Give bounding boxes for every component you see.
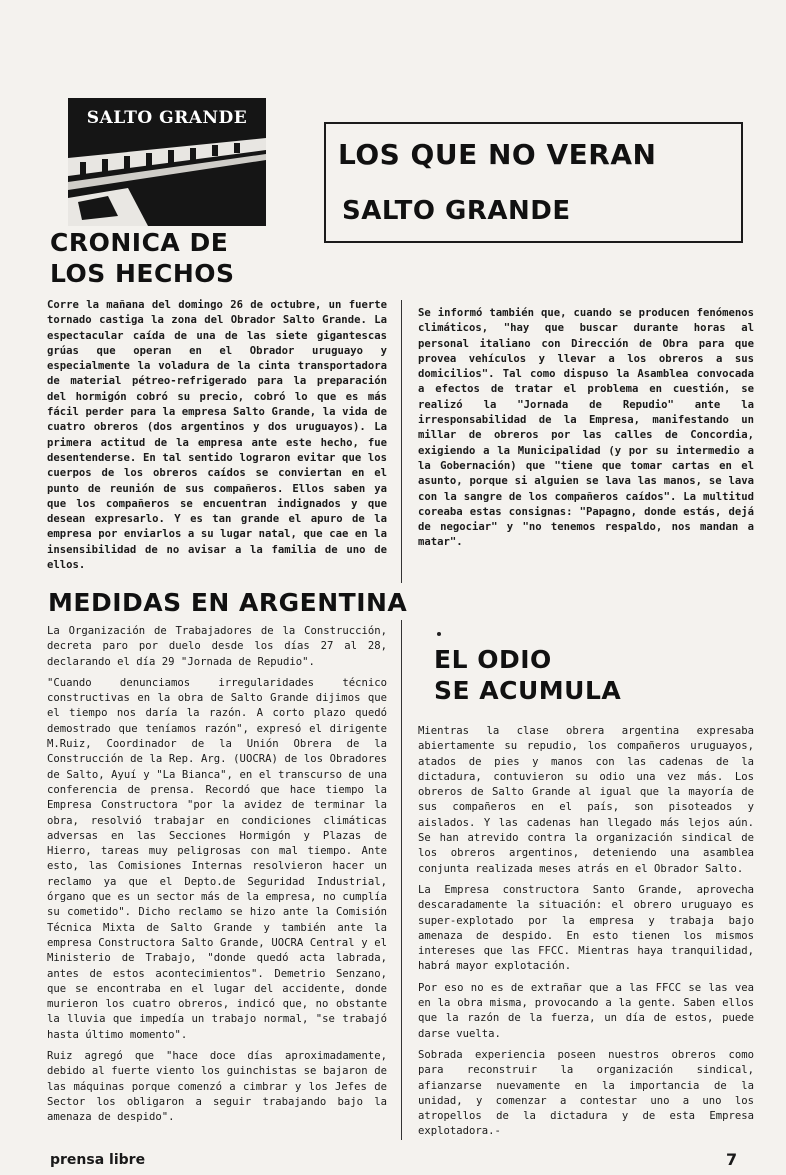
boxed-headline-line1: LOS QUE NO VERAN: [338, 138, 657, 171]
publication-name: prensa libre: [50, 1152, 146, 1168]
odio-paragraph: Mientras la clase obrera argentina expresaba abiertamente su repudio, los compañeros uruguayos, atados de pies y manos con las cadenas de la dictadura, contuvieron su odio una vez más. Los obreros de Salto Grande al igual que la mayoría de sus compañeros en el país, son pisoteados y aislados. Y las cadenas han llegado más lejos aún. Se han atrevido contra la organización sindical de los obreros argentinos, deteniendo una asamblea conjunta realizada meses atrás en el Obrador Salto.: [418, 725, 754, 875]
cronica-paragraph: Corre la mañana del domingo 26 de octubre, un fuerte tornado castiga la zona del Obrador Salto Grande. La espectacular caída de una de las siete gigantescas grúas que operan en el Obrador uruguayo y especialmente la voladura de la cinta transportadora de material pétreo-refrigerado para la preparación del hormigón cobró su precio, cobró lo que es más fácil perder para la empresa Salto Grande, la vida de cuatro obreros (dos argentinos y dos uruguayos). La primera actitud de la empresa ante este hecho, fue desentenderse. En tal sentido lograron evitar que los cuerpos de los obreros caídos se conviertan en el punto de reunión de sus compañeros. Ellos saben ya que los compañeros se encuentran indignados y que desean expresarlo. Y es tan grande el apuro de la empresa por enviarlos a su lugar natal, que cae en la insensibilidad de no avisar a la familia de uno de ellos.: [47, 299, 387, 572]
salto-grande-logo: [68, 98, 266, 226]
odio-column: [418, 724, 754, 1146]
medidas-paragraph: La Organización de Trabajadores de la Construcción, decreta paro por duelo desde los días 27 al 28, declarando el día 29 "Jornada de Repudio".: [47, 625, 387, 668]
column-divider: [401, 300, 402, 583]
medidas-paragraph: "Cuando denunciamos irregularidades técnico constructivas en la obra de Salto Grande dijimos que el tiempo nos daría la razón. A corto plazo quedó demostrado que teníamos razón", expresó el dirigente M.Ruiz, Coordinador de la Unión Obrera de la Construcción de la Rep. Arg. (UOCRA) de los Obradores de Salto, Ayuí y "La Bianca", en el transcurso de una conferencia de prensa. Recordó que hace tiempo la Empresa Constructora "por la avidez de terminar la obra, resolvió trabajar en condiciones climáticas adversas en las Secciones Hormigón y Plazas de Hierro, tareas muy peligrosas con mal tiempo. Ante esto, las Comisiones Internas resolvieron hacer un reclamo ya que el Depto.de Seguridad Industrial, órgano que es un sector más de la empresa, no cumplía su cometido". Dicho reclamo se hizo ante la Comisión Técnica Mixta de Salto Grande y también ante la empresa Constructora Salto Grande, UOCRA Central y el Ministerio de Trabajo, "donde quedó acta labrada, antes de estos acontecimientos". Demetrio Senzano, que se encontraba en el lugar del accidente, donde murieron los cuatro obreros, indicó que, no obstante la lluvia que impedía un trabajo normal, "se trabajó hasta último momento".: [47, 676, 387, 1041]
medidas-column: [47, 624, 387, 1132]
cronica-paragraph: Se informó también que, cuando se producen fenómenos climáticos, "hay que buscar durante horas al personal italiano con Dirección de Obra para que provea vehículos y llevar a los obreros a sus domicilios". Tal como dispuso la Asamblea convocada a efectos de tratar el problema en cuestión, se realizó la "Jornada de Repudio" ante la irresponsabilidad de la Empresa, manifestando un millar de obreros por las calles de Concordia, exigiendo a la Municipalidad (y por su intermedio a la Gobernación) que "tiene que tomar cartas en el asunto, porque si alguien se lava las manos, se lava con la sangre de los compañeros caídos". La multitud coreaba estas consignas: "Papagno, donde estás, dejá de negociar" y "no tenemos respaldo, nos mandan a matar".: [418, 307, 754, 549]
odio-title-line1: EL ODIO: [434, 645, 552, 674]
odio-paragraph: La Empresa constructora Santo Grande, aprovecha descaradamente la situación: el obrero uruguayo es super-explotado por la empresa y trabaja bajo amenaza de despido. En esto tienen los mismos intereses que las FFCC. Mientras haya tranquilidad, habrá mayor explotación.: [418, 883, 754, 973]
boxed-headline-line2: SALTO GRANDE: [342, 196, 571, 226]
odio-title-line2: SE ACUMULA: [434, 676, 622, 705]
medidas-paragraph: Ruiz agregó que "hace doce días aproximadamente, debido al fuerte viento los guinchistas se bajaron de las máquinas porque comenzó a cimbrar y los Jefes de Sector los obligaron a seguir trabajando bajo la amenaza de despido".: [47, 1050, 387, 1124]
page-number: 7: [726, 1150, 738, 1169]
odio-paragraph: Por eso no es de extrañar que a las FFCC se las vea en la obra misma, provocando a la gente. Saben ellos que la razón de la fuerza, un día de estos, puede darse vuelta.: [418, 981, 754, 1040]
cronica-title: [50, 227, 235, 289]
cronica-column-right: [418, 306, 754, 557]
bullet-dot: [437, 632, 441, 636]
cronica-title-line1: CRONICA DE: [50, 228, 229, 257]
boxed-headline: [324, 122, 743, 243]
medidas-title: MEDIDAS EN ARGENTINA: [48, 588, 408, 617]
cronica-column-left: [47, 298, 387, 579]
column-divider: [401, 620, 402, 1140]
logo-text: SALTO GRANDE: [86, 108, 248, 128]
odio-title: [434, 644, 621, 706]
odio-paragraph: Sobrada experiencia poseen nuestros obreros como para reconstruir la organización sindical, afianzarse nuevamente en la importancia de la unidad, y comenzar a contestar uno a uno los atropellos de la dictadura y de esta Empresa explotadora.-: [418, 1048, 754, 1138]
cronica-title-line2: LOS HECHOS: [50, 259, 235, 288]
